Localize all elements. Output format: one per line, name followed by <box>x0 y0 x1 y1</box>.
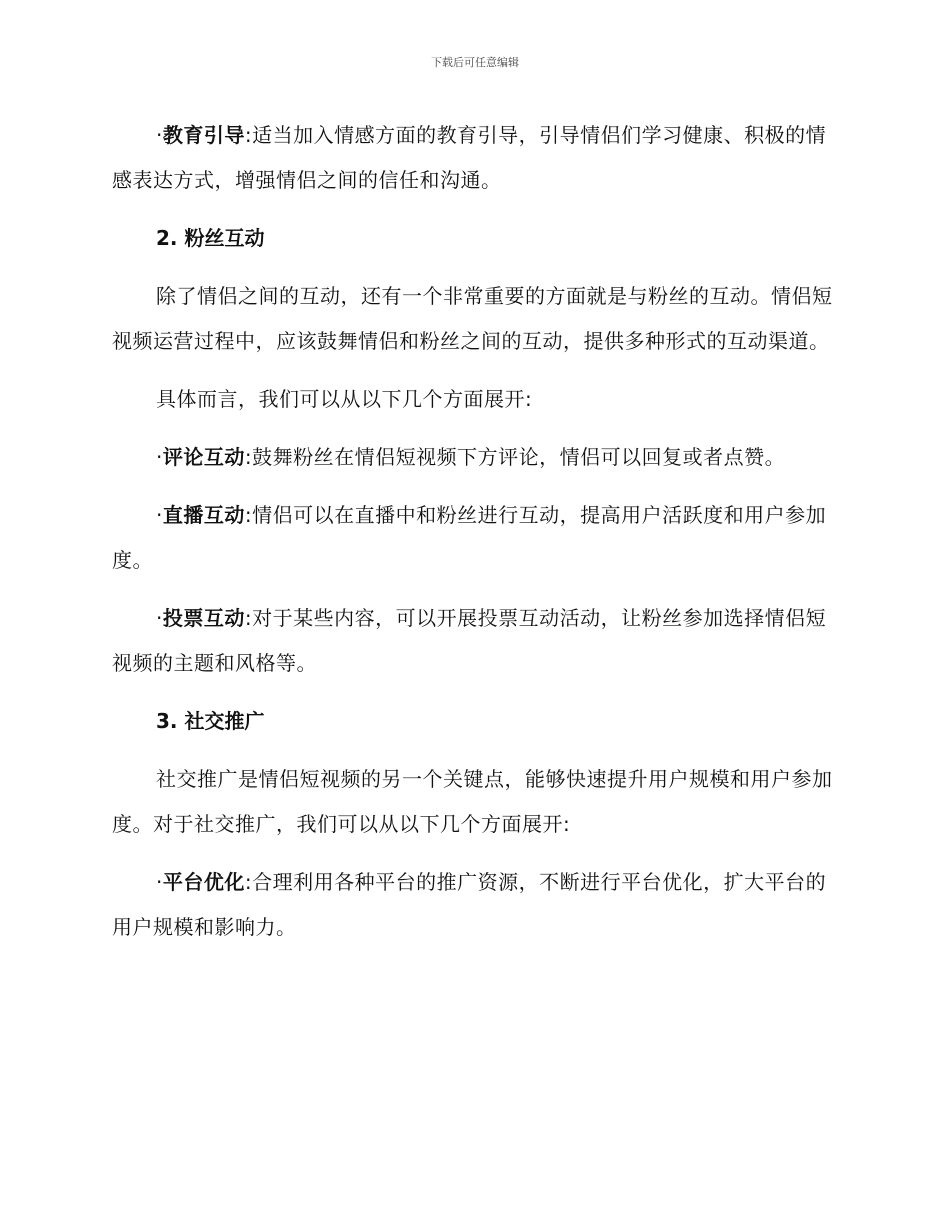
bullet-term: 直播互动 <box>162 503 245 527</box>
bullet-vote-interaction <box>112 596 837 686</box>
bullet-term: 投票互动 <box>162 606 245 630</box>
bullet-text: 对于某些内容，可以开展投票互动活动，让粉丝参加选择情侣短视频的主题和风格等。 <box>112 606 827 675</box>
bullet-separator: : <box>244 606 253 630</box>
bullet-term: 评论互动 <box>162 445 245 469</box>
paragraph: 具体而言，我们可以从以下几个方面展开: <box>156 387 533 411</box>
bullet-comment-interaction <box>112 435 837 480</box>
bullet-separator: : <box>244 445 253 469</box>
bullet-dot: · <box>156 606 163 630</box>
bullet-text: 适当加入情感方面的教育引导，引导情侣们学习健康、积极的情感表达方式，增强情侣之间的信任和沟通。 <box>112 123 827 192</box>
page-header: 下载后可任意编辑 <box>431 56 519 69</box>
bullet-term: 教育引导 <box>162 123 245 147</box>
bullet-dot: · <box>156 503 163 527</box>
bullet-text: 合理利用各种平台的推广资源，不断进行平台优化，扩大平台的用户规模和影响力。 <box>112 870 827 939</box>
bullet-live-interaction <box>112 493 837 583</box>
bullet-dot: · <box>156 445 163 469</box>
bullet-text: 情侣可以在直播中和粉丝进行互动，提高用户活跃度和用户参加度。 <box>112 503 827 572</box>
paragraph: 除了情侣之间的互动，还有一个非常重要的方面就是与粉丝的互动。情侣短视频运营过程中，应该鼓舞情侣和粉丝之间的互动，提供多种形式的互动渠道。 <box>112 284 833 353</box>
section-heading-fan-interaction: 2. 粉丝互动 <box>156 226 265 250</box>
bullet-text: 鼓舞粉丝在情侣短视频下方评论，情侣可以回复或者点赞。 <box>252 445 786 469</box>
bullet-dot: · <box>156 123 163 147</box>
section-heading-social-promotion: 3. 社交推广 <box>156 709 265 733</box>
bullet-separator: : <box>244 870 253 894</box>
bullet-term: 平台优化 <box>162 870 245 894</box>
bullet-separator: : <box>244 503 253 527</box>
bullet-platform-optimization <box>112 860 837 950</box>
document-body <box>112 113 837 963</box>
paragraph: 社交推广是情侣短视频的另一个关键点，能够快速提升用户规模和用户参加度。对于社交推广，我们可以从以下几个方面展开: <box>112 767 833 836</box>
bullet-separator: : <box>244 123 253 147</box>
bullet-education-guidance <box>112 113 837 203</box>
bullet-dot: · <box>156 870 163 894</box>
